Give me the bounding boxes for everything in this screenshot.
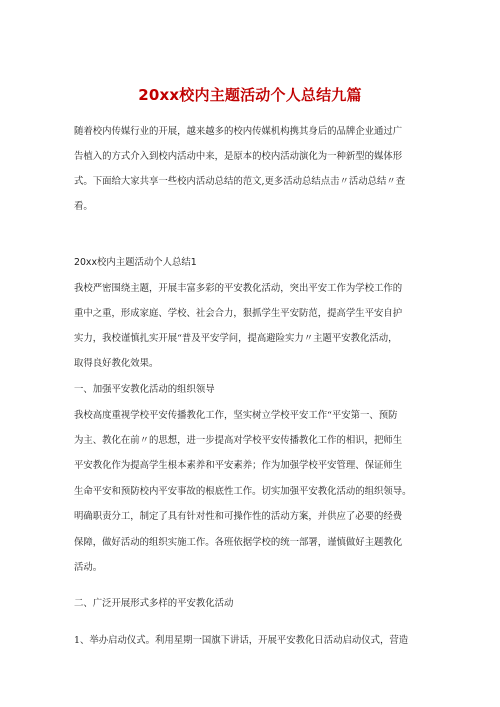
paragraph-line: 明确职责分工，制定了具有针对性和可操作性的活动方案，并供应了必要的经费	[74, 511, 403, 522]
paragraph-line: 生命平安和预防校内平安事故的根底性工作。切实加强平安教化活动的组织领导。	[74, 486, 412, 497]
document-title: 20xx校内主题活动个人总结九篇	[138, 86, 362, 104]
paragraph-line: 保障，做好活动的组织实施工作。各班依据学校的统一部署，谨慎做好主题教化	[74, 537, 403, 548]
paragraph-line: 为主、教化在前〃的思想，进一步提高对学校平安传播教化工作的相识，把师生	[74, 435, 403, 446]
paragraph-line: 活动。	[74, 562, 103, 573]
paragraph-line: 实力，我校谨慎扎实开展“普及平安学问，提高避险实力〃主题平安教化活动，	[74, 333, 398, 344]
intro-line: 式。下面给大家共享一些校内活动总结的范文,更多活动总结点击〃活动总结〃查	[74, 176, 406, 187]
intro-line: 随着校内传媒行业的开展，越来越多的校内传媒机构携其身后的品牌企业通过广	[74, 126, 403, 137]
paragraph-line: 重中之重，形成家庭、学校、社会合力，狠抓学生平安防范，提高学生平安自护	[74, 308, 403, 319]
paragraph-line: 我校高度重视学校平安传播教化工作，坚实树立学校平安工作“平安第一、预防	[74, 410, 398, 421]
paragraph-line: 平安教化作为提高学生根本素养和平安素养；作为加强学校平安管理、保证师生	[74, 460, 403, 471]
paragraph-line: 取得良好教化效果。	[74, 358, 159, 369]
subheading: 二、广泛开展形式多样的平安教化活动	[74, 598, 234, 609]
subheading: 一、加强平安教化活动的组织领导	[74, 384, 215, 395]
intro-line: 看。	[74, 201, 93, 212]
paragraph-line: 我校严密围绕主题，开展丰富多彩的平安教化活动，突出平安工作为学校工作的	[74, 283, 403, 294]
intro-line: 告植入的方式介入到校内活动中来，是原本的校内活动演化为一种新型的媒体形	[74, 151, 403, 162]
section-title: 20xx校内主题活动个人总结1	[74, 257, 197, 268]
paragraph-line: 1、举办启动仪式。利用星期一国旗下讲话，开展平安教化日活动启动仪式，营造	[74, 635, 409, 646]
